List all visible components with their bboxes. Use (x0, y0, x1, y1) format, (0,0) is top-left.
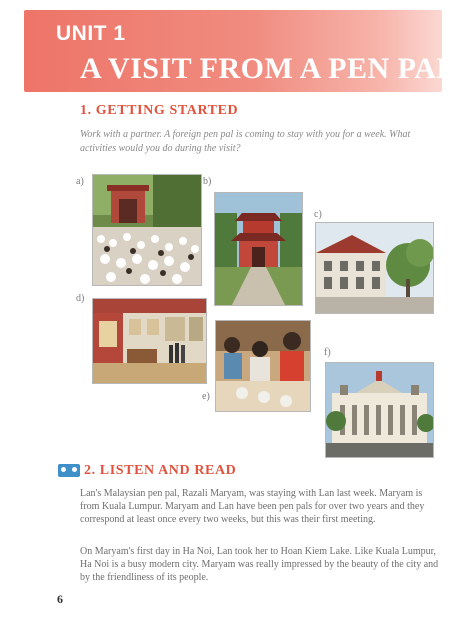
photo-e (215, 320, 311, 412)
photo-a-label: a) (76, 176, 84, 187)
reading-paragraph-1: Lan's Malaysian pen pal, Razali Maryam, was staying with Lan last week. Maryam is from Kuala Lumpur. Maryam and Lan have been pen pals for over two years and they correspond at least once every two weeks, but this was their first meeting. (80, 488, 425, 525)
photo-d-label: d) (76, 293, 85, 304)
photo-b-label: b) (203, 176, 212, 187)
reading-paragraph-2: On Maryam's first day in Ha Noi, Lan took her to Hoan Kiem Lake. Like Kuala Lumpur, Ha Noi is a busy modern city. Maryam was really impressed by the beauty of the city and by the friendliness of its people. (80, 546, 439, 583)
photo-c (315, 222, 434, 314)
photo-e-label: e) (202, 391, 210, 402)
section-instruction: Work with a partner. A foreign pen pal is coming to stay with you for a week. What activities would you do during the visit? (80, 129, 411, 154)
photo-f-label: f) (324, 347, 331, 358)
photo-d (92, 298, 207, 384)
photo-a (92, 174, 202, 286)
page-number: 6 (57, 592, 63, 606)
photo-b (214, 192, 303, 306)
photo-c-label: c) (314, 209, 322, 220)
section-listen-read-title: 2. LISTEN AND READ (84, 463, 237, 478)
section-getting-started-title: 1. GETTING STARTED (80, 103, 239, 118)
unit-label: UNIT 1 (56, 22, 126, 45)
audio-cassette-icon (58, 464, 80, 477)
photo-f (325, 362, 434, 458)
unit-title: A VISIT FROM A PEN PAL (80, 52, 457, 85)
